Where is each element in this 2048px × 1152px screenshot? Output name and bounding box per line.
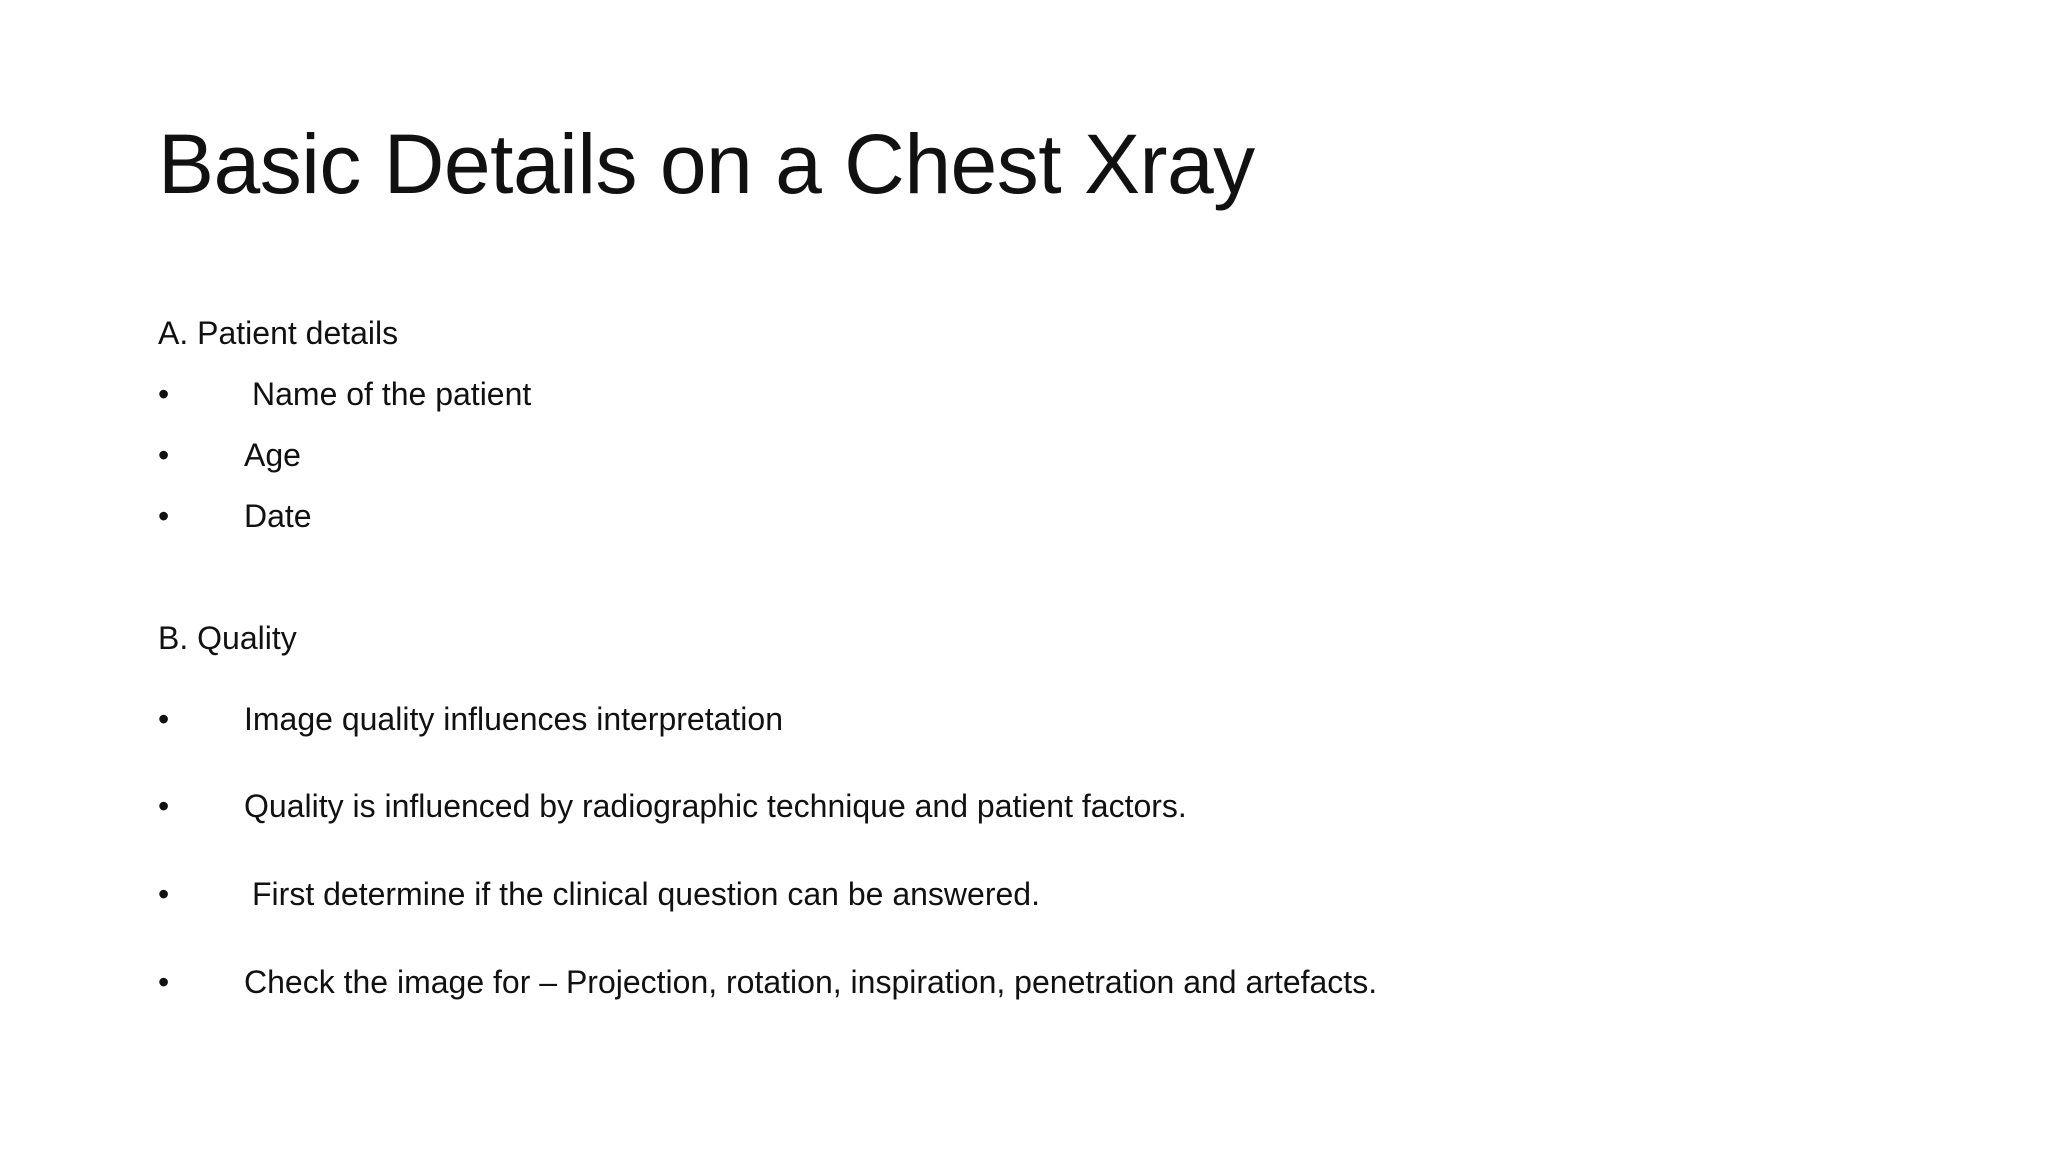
list-item-text: First determine if the clinical question can be answered. bbox=[252, 876, 1040, 912]
bullet-icon: • bbox=[158, 788, 170, 824]
section-a-heading: A. Patient details bbox=[158, 315, 399, 351]
list-item-text: Date bbox=[244, 498, 312, 534]
bullet-icon: • bbox=[158, 964, 170, 1000]
list-item-text: Image quality influences interpretation bbox=[244, 701, 783, 737]
bullet-icon: • bbox=[158, 876, 170, 912]
bullet-icon: • bbox=[158, 437, 170, 473]
list-item-text: Name of the patient bbox=[252, 376, 532, 412]
list-item-text: Quality is influenced by radiographic technique and patient factors. bbox=[244, 788, 1187, 824]
list-item-text: Age bbox=[244, 437, 301, 473]
list-item-text: Check the image for – Projection, rotation, inspiration, penetration and artefacts. bbox=[244, 964, 1378, 1000]
section-b-heading: B. Quality bbox=[158, 620, 297, 656]
bullet-icon: • bbox=[158, 376, 170, 412]
slide-title: Basic Details on a Chest Xray bbox=[158, 117, 1255, 211]
bullet-icon: • bbox=[158, 701, 170, 737]
bullet-icon: • bbox=[158, 498, 170, 534]
